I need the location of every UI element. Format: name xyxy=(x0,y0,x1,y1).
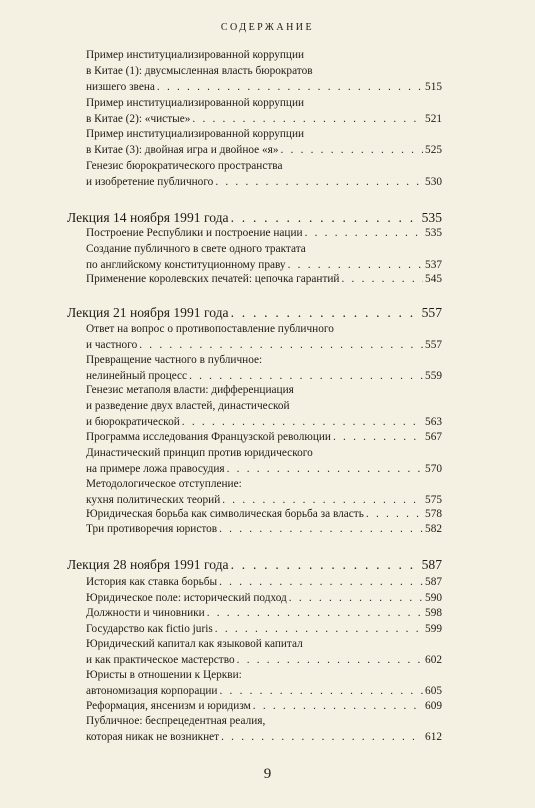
dot-leader xyxy=(289,591,423,607)
dot-leader xyxy=(280,143,423,159)
dot-leader xyxy=(305,226,423,242)
toc-entry-line: Программа исследования Французской революции xyxy=(86,431,331,443)
page-ref: 559 xyxy=(425,369,442,382)
toc-entry[interactable] xyxy=(86,226,442,242)
toc-entry[interactable] xyxy=(86,507,442,523)
toc-entry-line: на примере ложа правосудия xyxy=(86,462,225,475)
toc-entry-line: Государство как fictio juris xyxy=(86,623,213,635)
page-ref: 557 xyxy=(425,338,442,351)
page-ref: 570 xyxy=(425,462,442,475)
toc-entry-line: автономизация корпорации xyxy=(86,684,218,697)
toc-entry[interactable] xyxy=(86,714,442,746)
dot-leader xyxy=(157,80,423,96)
toc-entry-line: Пример институциализированной коррупции xyxy=(86,49,305,61)
toc-entry[interactable] xyxy=(86,591,442,607)
dot-leader xyxy=(231,556,420,573)
toc-entry-line: История как ставка борьбы xyxy=(86,576,218,588)
page-ref: 545 xyxy=(425,273,442,285)
toc-entry[interactable] xyxy=(86,575,442,591)
toc-entry-line: Юридическая борьба как символическая борьба за власть xyxy=(86,508,364,520)
dot-leader xyxy=(253,699,423,715)
dot-leader xyxy=(227,462,423,478)
dot-leader xyxy=(366,507,423,523)
dot-leader xyxy=(215,622,423,638)
toc-entry-line: Методологическое отступление: xyxy=(86,478,242,490)
dot-leader xyxy=(231,209,420,226)
page-ref: 567 xyxy=(425,431,442,443)
toc-entry-line: Ответ на вопрос о противопоставление публичного xyxy=(86,323,334,335)
page-number: 9 xyxy=(263,766,272,782)
page-ref: 575 xyxy=(425,493,442,506)
toc-entry-line: и как практическое мастерство xyxy=(86,653,235,666)
lecture-title: Лекция 21 ноября 1991 года xyxy=(67,305,229,320)
toc-entry-line: Юридический капитал как языковой капитал xyxy=(86,638,303,650)
page-ref: 537 xyxy=(425,258,442,271)
dot-leader xyxy=(221,730,423,746)
lecture-title: Лекция 14 ноября 1991 года xyxy=(67,210,229,225)
toc-entry-line: Юристы в отношении к Церкви: xyxy=(86,669,242,681)
toc-entry-line: в Китае (1): двусмысленная власть бюрократов xyxy=(86,64,313,77)
toc-entry-line: Применение королевских печатей: цепочка гарантий xyxy=(86,273,340,285)
dot-leader xyxy=(192,112,423,128)
toc-entry[interactable] xyxy=(86,159,442,191)
page-ref: 530 xyxy=(425,175,442,188)
page-ref: 587 xyxy=(425,576,442,588)
toc-entry-line: Публичное: беспрецедентная реалия, xyxy=(86,715,266,727)
lecture-heading[interactable] xyxy=(67,304,442,321)
page-ref: 602 xyxy=(425,653,442,666)
toc-entry[interactable] xyxy=(86,48,442,96)
page-ref: 612 xyxy=(425,730,442,743)
toc-entry[interactable] xyxy=(86,96,442,128)
toc-entry[interactable] xyxy=(86,622,442,638)
toc-entry-line: в Китае (2): «чистые» xyxy=(86,112,191,125)
toc-entry-line: Реформация, янсенизм и юридизм xyxy=(86,700,251,712)
toc-entry-line: и бюрократической xyxy=(86,415,180,428)
toc-entry-line: которая никак не возникнет xyxy=(86,730,220,743)
toc-entry-line: Династический принцип против юридического xyxy=(86,447,313,459)
dot-leader xyxy=(207,606,423,622)
toc-entry[interactable] xyxy=(86,272,442,288)
toc-entry-line: и изобретение публичного xyxy=(86,175,214,188)
toc-entry[interactable] xyxy=(86,242,442,274)
lecture-heading[interactable] xyxy=(67,209,442,226)
toc-entry[interactable] xyxy=(86,522,442,538)
page-ref: 535 xyxy=(421,210,442,225)
toc-entry[interactable] xyxy=(86,127,442,159)
dot-leader xyxy=(341,272,423,288)
page-ref: 599 xyxy=(425,623,442,635)
toc-entry[interactable] xyxy=(86,637,442,669)
toc-entry-line: Построение Республики и построение нации xyxy=(86,227,303,239)
toc-entry-line: Юридическое поле: исторический подход xyxy=(86,592,287,604)
toc-entry[interactable] xyxy=(86,606,442,622)
page-ref: 535 xyxy=(425,227,442,239)
dot-leader xyxy=(219,522,423,538)
page-ref: 587 xyxy=(421,557,442,572)
toc-entry-line: Должности и чиновники xyxy=(86,607,205,619)
dot-leader xyxy=(333,430,423,446)
page-ref: 598 xyxy=(425,607,442,619)
toc-entry-line: низшего звена xyxy=(86,80,155,93)
dot-leader xyxy=(139,338,423,354)
toc-entry-line: в Китае (3): двойная игра и двойное «я» xyxy=(86,143,279,156)
toc-entry-line: Пример институциализированной коррупции xyxy=(86,128,305,140)
toc-entry[interactable] xyxy=(86,446,442,478)
dot-leader xyxy=(237,653,423,669)
dot-leader xyxy=(231,304,420,321)
page-ref: 590 xyxy=(425,592,442,604)
toc-entry-line: Генезис бюрократического пространства xyxy=(86,160,283,172)
page-ref: 609 xyxy=(425,700,442,712)
toc-entry-line: Создание публичного в свете одного трактата xyxy=(86,243,306,255)
dot-leader xyxy=(219,575,423,591)
toc-entry-line: Превращение частного в публичное: xyxy=(86,354,263,366)
toc-entry[interactable] xyxy=(86,322,442,354)
toc-entry-line: и частного xyxy=(86,338,138,351)
lecture-title: Лекция 28 ноября 1991 года xyxy=(67,557,229,572)
toc-entry-line: по английскому конституционному праву xyxy=(86,258,286,271)
page-ref: 557 xyxy=(421,305,442,320)
page-ref: 515 xyxy=(425,80,442,93)
toc-entry-line: Пример институциализированной коррупции xyxy=(86,97,305,109)
toc-entry-line: Генезис метаполя власти: дифференциация xyxy=(86,384,294,396)
page-ref: 578 xyxy=(425,508,442,520)
toc-entry-line: кухня политических теорий xyxy=(86,493,221,506)
toc-entry-line: нелинейный процесс xyxy=(86,369,188,382)
toc-entry[interactable] xyxy=(86,699,442,715)
toc-entry[interactable] xyxy=(86,477,442,509)
dot-leader xyxy=(215,175,423,191)
running-header: СОДЕРЖАНИЕ xyxy=(220,22,315,33)
toc-entry[interactable] xyxy=(86,430,442,446)
toc-entry[interactable] xyxy=(86,668,442,700)
dot-leader xyxy=(182,415,423,431)
page-ref: 563 xyxy=(425,415,442,428)
toc-entry[interactable] xyxy=(86,353,442,385)
lecture-heading[interactable] xyxy=(67,556,442,573)
page-ref: 525 xyxy=(425,143,442,156)
toc-entry-line: и разведение двух властей, династической xyxy=(86,399,290,412)
page-ref: 582 xyxy=(425,523,442,535)
dot-leader xyxy=(219,684,423,700)
toc-entry[interactable] xyxy=(86,383,442,431)
toc-entry-line: Три противоречия юристов xyxy=(86,523,218,535)
page-ref: 605 xyxy=(425,684,442,697)
page-ref: 521 xyxy=(425,112,442,125)
